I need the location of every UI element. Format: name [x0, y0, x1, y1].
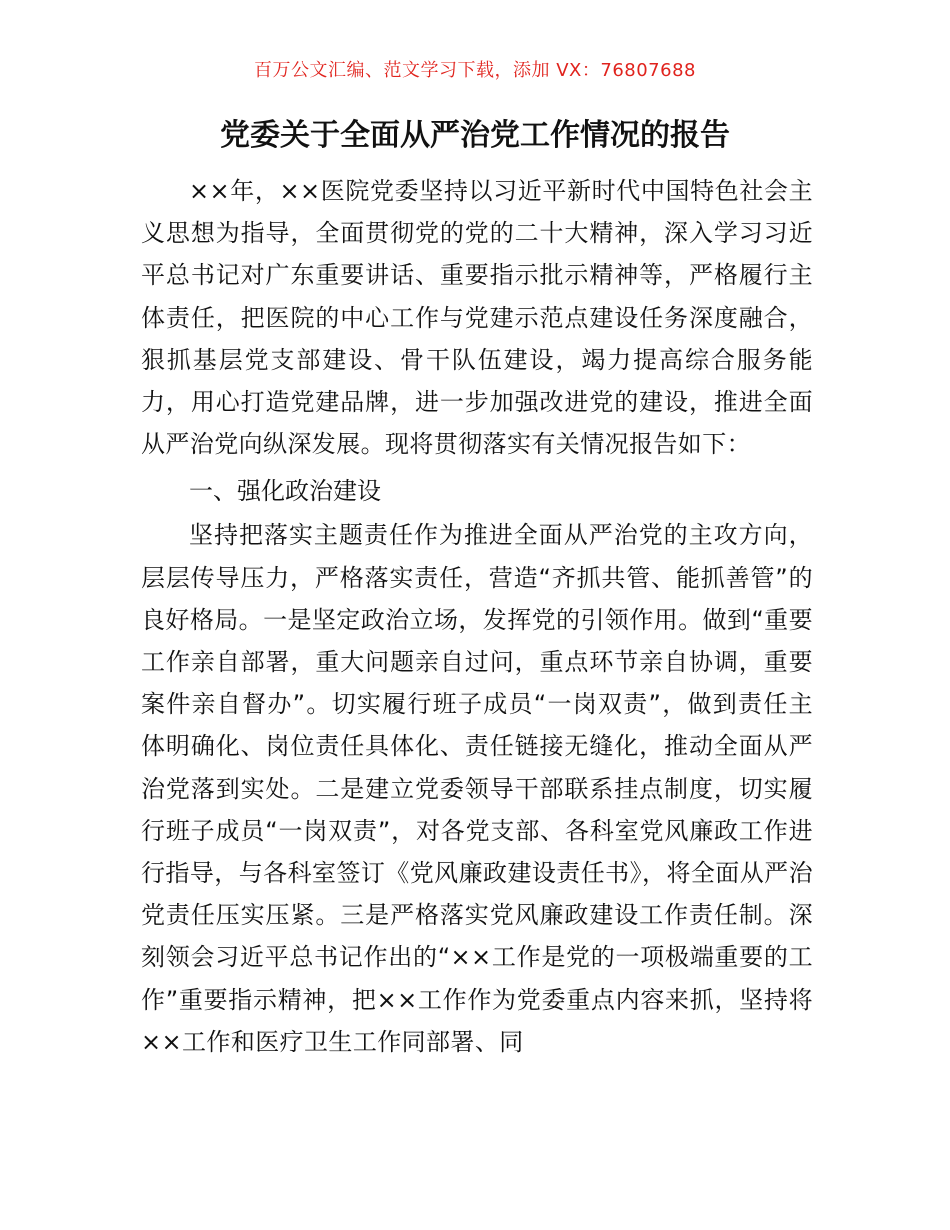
watermark-text: 百万公文汇编、范文学习下载，添加 VX：76807688	[254, 60, 696, 81]
section-paragraph: 坚持把落实主题责任作为推进全面从严治党的主攻方向，层层传导压力，严格落实责任，营造“齐抓共管、能抓善管”的良好格局。一是坚定政治立场，发挥党的引领作用。做到“重要工作亲自部署，重大问题亲自过问，重点环节亲自协调，重要案件亲自督办”。切实履行班子成员“一岗双责”，做到责任主体明确化、岗位责任具体化、责任链接无缝化，推动全面从严治党落到实处。二是建立党委领导干部联系挂点制度，切实履行班子成员“一岗双责”，对各党支部、各科室党风廉政工作进行指导，与各科室签订《党风廉政建设责任书》，将全面从严治党责任压实压紧。三是严格落实党风廉政建设工作责任制。深刻领会习近平总书记作出的“××工作是党的一项极端重要的工作”重要指示精神，把××工作作为党委重点内容来抓，坚持将××工作和医疗卫生工作同部署、同	[141, 521, 813, 1056]
document-title: 党委关于全面从严治党工作情况的报告	[220, 118, 730, 153]
section-heading: 一、强化政治建设	[189, 477, 381, 506]
document-body	[141, 170, 813, 1063]
intro-paragraph: ××年，××医院党委坚持以习近平新时代中国特色社会主义思想为指导，全面贯彻党的党的二十大精神，深入学习习近平总书记对广东重要讲话、重要指示批示精神等，严格履行主体责任，把医院的中心工作与党建示范点建设任务深度融合，狠抓基层党支部建设、骨干队伍建设，竭力提高综合服务能力，用心打造党建品牌，进一步加强改进党的建设，推进全面从严治党向纵深发展。现将贯彻落实有关情况报告如下：	[141, 177, 813, 459]
